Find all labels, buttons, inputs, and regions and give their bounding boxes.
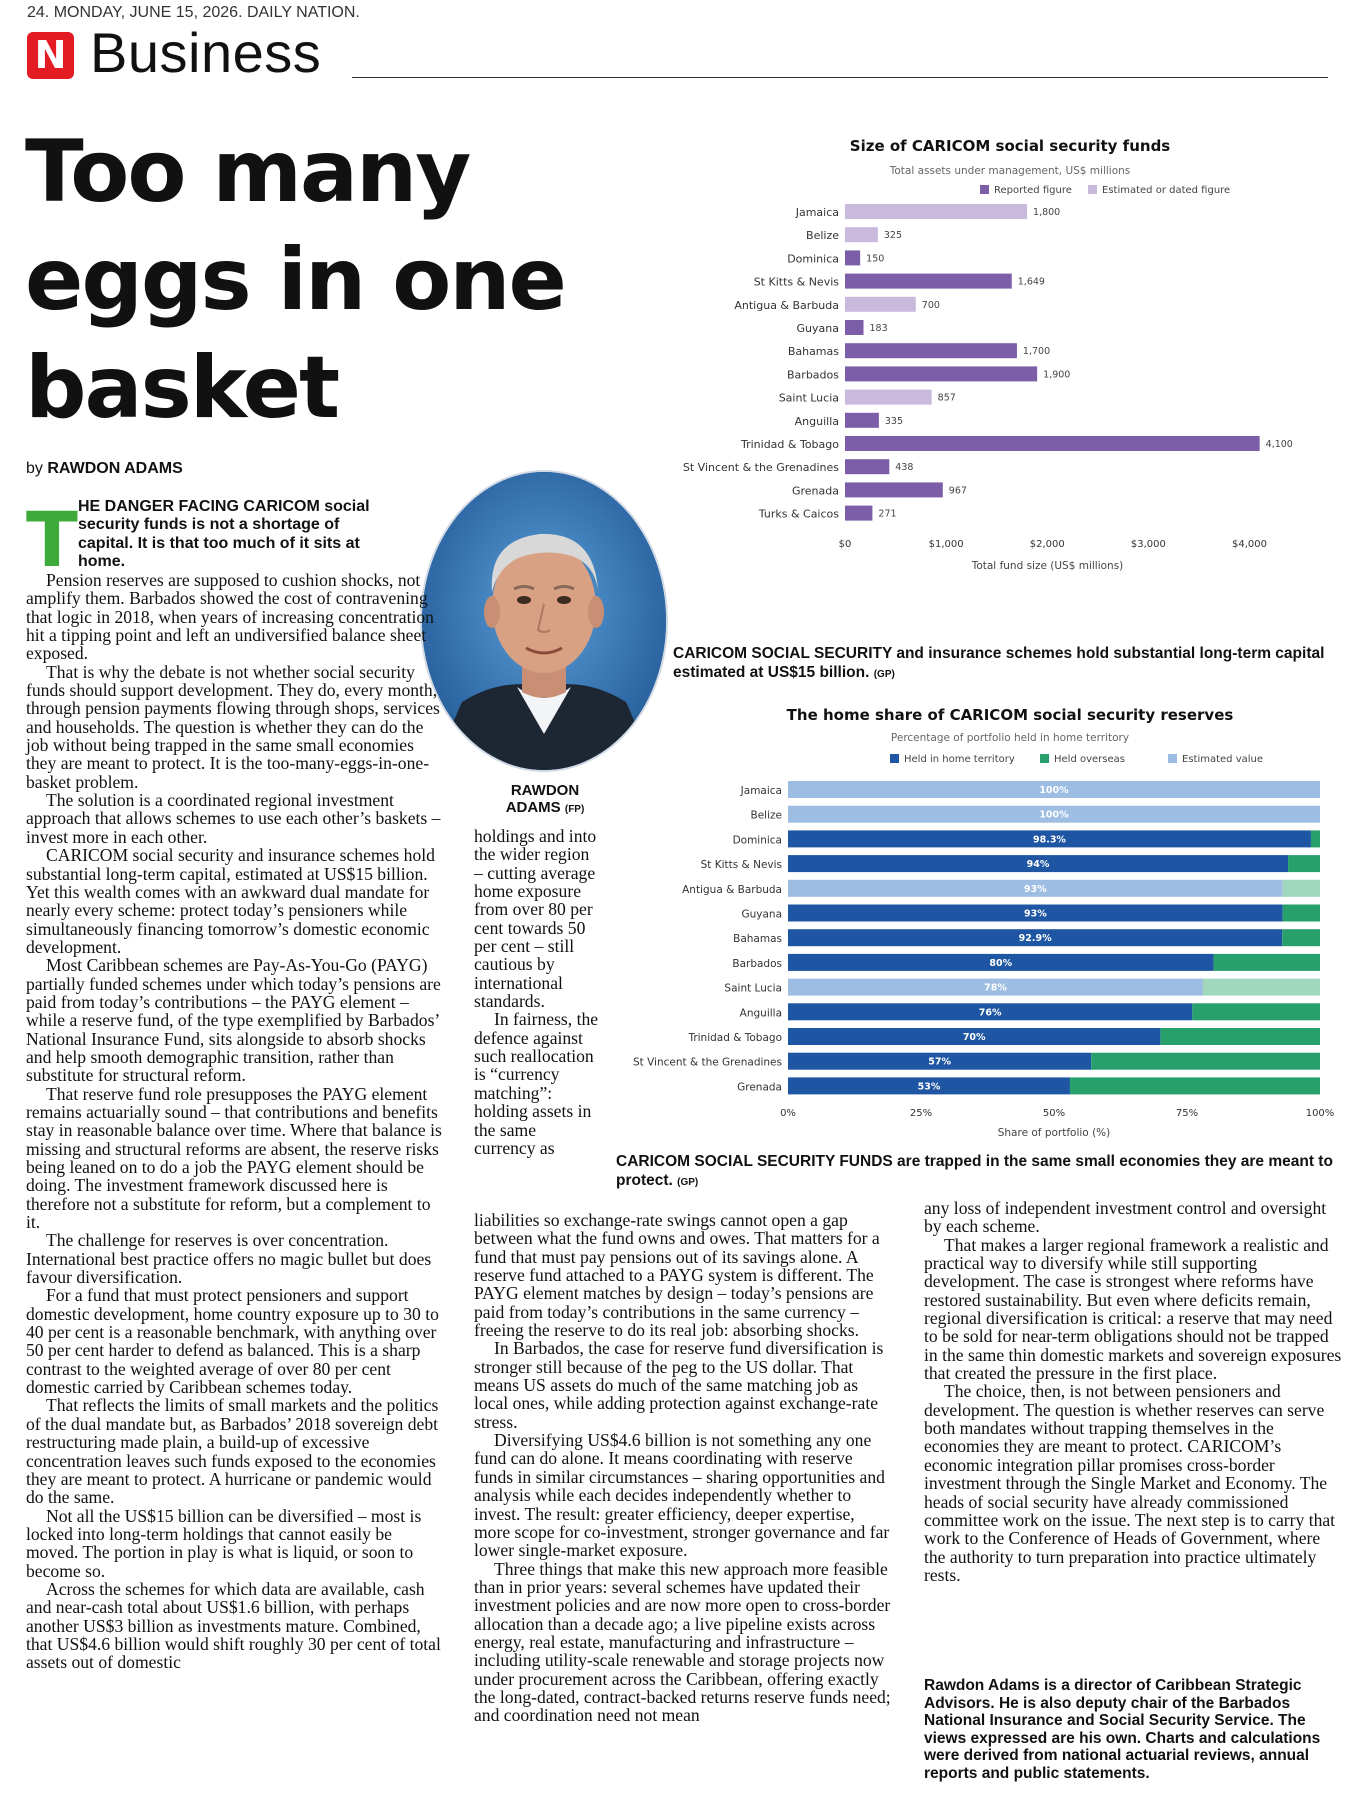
value-label: 1,649 (1017, 276, 1045, 288)
value-label: 325 (883, 230, 903, 242)
paragraph: liabilities so exchange-rate swings cannot open a gap between what the fund owns and owes. That matters for a fund that must pay pensions out of its savings alone. A reserve fund attached to a PAYG system is different. The PAYG element matches by design – today’s pensions are paid from today’s contributions in the same currency – freeing the reserve to do its real job: absorbing shocks. (474, 1210, 880, 1341)
nation-logo: N (27, 32, 74, 79)
portrait-source: (FP) (564, 804, 585, 815)
chart2-title: The home share of CARICOM social security reserves (786, 706, 1234, 724)
value-label: 100% (1039, 785, 1069, 796)
bar (845, 297, 916, 312)
category-label: Grenada (737, 1081, 782, 1094)
category-label: Barbados (732, 957, 782, 970)
value-label: 93% (1024, 908, 1047, 920)
value-label: 1,900 (1043, 369, 1071, 381)
legend-swatch (890, 754, 899, 763)
legend-swatch (1040, 754, 1049, 763)
paragraph: In fairness, the defence against such reallocation is “currency matching”: holding assets in the same currency as (474, 1009, 599, 1158)
value-label: 80% (989, 957, 1013, 969)
legend-swatch (1088, 185, 1097, 194)
bar (845, 390, 932, 405)
chart2-caption-text: are trapped in the same small economies they are meant to protect. (616, 1153, 1333, 1189)
paragraph: In Barbados, the case for reserve fund diversification is stronger still because of the peg to the US dollar. That means US assets do much of the same matching job as local ones, while adding protection against exchange-rate stress. (474, 1338, 884, 1432)
value-label: 150 (866, 253, 885, 265)
chart2-subtitle: Percentage of portfolio held in home territory (890, 732, 1130, 744)
bar-overseas (1288, 855, 1320, 872)
chart1-caption-text: and insurance schemes hold substantial long-term capital estimated at US$15 billion. (673, 645, 1325, 681)
category-label: Jamaica (740, 785, 782, 797)
category-label: Saint Lucia (724, 982, 782, 995)
category-label: Trinidad & Tobago (688, 1032, 782, 1044)
x-axis-label: Total fund size (US$ millions) (971, 559, 1124, 572)
value-label: 967 (948, 485, 967, 497)
bar-overseas (1282, 929, 1320, 946)
paragraph: Most Caribbean schemes are Pay-As-You-Go (PAYG) partially funded schemes under which today’s pensions are paid from today’s contributions – the PAYG element – while a reserve fund, of the type exemplified by Barbados’ National Insurance Fund, sits alongside to absorb shocks and help smooth demographic transition, rather than substitute for structural reform. (26, 955, 441, 1086)
value-label: 438 (895, 462, 914, 474)
bar (845, 366, 1037, 381)
portrait-caption (470, 782, 620, 818)
bar-overseas (1214, 954, 1320, 971)
chart1-caption (673, 644, 1343, 684)
bar (845, 436, 1260, 451)
bar (845, 482, 943, 497)
bar-overseas (1283, 905, 1320, 922)
category-label: Antigua & Barbuda (682, 883, 782, 896)
value-label: 1,800 (1033, 207, 1061, 218)
chart1-subtitle: Total assets under management, US$ millions (889, 165, 1131, 177)
paragraph: holdings and into the wider region – cutting average home exposure from over 80 per cent towards 50 per cent – still cautious by international standards. (474, 826, 597, 1012)
value-label: 93% (1024, 883, 1047, 895)
byline-author: RAWDON ADAMS (47, 460, 183, 477)
legend-label: Reported figure (994, 185, 1072, 196)
bar (845, 343, 1017, 358)
category-label: Bahamas (787, 345, 839, 359)
section-title: Business (90, 21, 322, 84)
legend-label: Estimated value (1182, 754, 1264, 765)
masthead-rule (352, 77, 1328, 78)
body-column-3 (924, 1199, 1344, 1584)
category-label: Bahamas (733, 933, 782, 946)
bar (845, 459, 889, 474)
value-label: 78% (984, 982, 1007, 994)
value-label: 700 (921, 299, 940, 311)
chart1-caption-lead: CARICOM SOCIAL SECURITY (673, 645, 893, 662)
legend-label: Held in home territory (904, 754, 1015, 765)
x-tick-label: $1,000 (928, 538, 964, 550)
bar-overseas (1283, 880, 1320, 897)
x-axis-label: Share of portfolio (%) (997, 1127, 1111, 1140)
chart2-caption-source: (GP) (677, 1177, 699, 1188)
paragraph: Not all the US$15 billion can be diversified – most is locked into long-term holdings that cannot easily be moved. The portion in play is what is liquid, or soon to become so. (26, 1505, 422, 1581)
category-label: Belize (806, 229, 839, 243)
bar (845, 506, 872, 521)
value-label: 76% (978, 1007, 1002, 1019)
chart2-caption-lead: CARICOM SOCIAL SECURITY FUNDS (616, 1153, 893, 1170)
legend-label: Estimated or dated figure (1102, 185, 1231, 196)
value-label: 857 (937, 392, 956, 404)
category-label: Turks & Caicos (758, 507, 839, 521)
portrait-name-line1: RAWDON (510, 782, 580, 799)
paragraph: That reserve fund role presupposes the PAYG element remains actuarially sound – that contributions and benefits stay in reasonable balance over time. Where that balance is missing and structural reforms are absent, the reserve risks being leaned on to do a job the PAYG element should be doing. The investment framework discussed here is therefore not a substitute for reform, but a complement to it. (26, 1083, 442, 1233)
category-label: Anguilla (739, 1007, 782, 1020)
value-label: 100% (1039, 809, 1069, 821)
chart1-caption-source: (GP) (873, 669, 895, 680)
chart2-plot (600, 748, 1340, 1148)
bar (845, 413, 879, 428)
category-label: St Vincent & the Grenadines (632, 1056, 782, 1069)
bar-overseas (1203, 979, 1320, 996)
legend-swatch (980, 185, 989, 194)
paragraph: That reflects the limits of small markets and the politics of the dual mandate but, as Barbados’ 2018 sovereign debt restructuring made plain, a build-up of excessive concentration leaves such funds exposed to the economies they are meant to protect. A hurricane or pandemic would do the same. (26, 1395, 439, 1508)
bar-overseas (1311, 830, 1320, 847)
category-label: St Kitts & Nevis (700, 859, 782, 872)
paragraph: Across the schemes for which data are available, cash and near-cash total about US$1.6 billion, with perhaps another US$3 billion as investments mature. Combined, that US$4.6 billion would shift roughly 30 per cent of total assets out of domestic (26, 1578, 441, 1673)
category-label: Barbados (787, 368, 839, 382)
category-label: Grenada (791, 484, 839, 498)
bar (845, 250, 860, 265)
paragraph: Pension reserves are supposed to cushion shocks, not amplify them. Barbados showed the cost of contravening that logic in 2018, when years of increasing concentration hit a tipping point and left an undiversified balance sheet exposed. (26, 570, 434, 664)
category-label: Guyana (796, 322, 839, 335)
value-label: 271 (878, 508, 897, 520)
x-tick-label: $2,000 (1029, 538, 1065, 550)
category-label: Saint Lucia (778, 391, 839, 405)
category-label: Antigua & Barbuda (734, 298, 839, 312)
category-label: St Vincent & the Grenadines (682, 461, 839, 475)
bar-overseas (1160, 1028, 1320, 1045)
paragraph: CARICOM social security and insurance schemes hold substantial long-term capital, estimated at US$15 billion. Yet this wealth comes with an awkward dual mandate for nearly every scheme: protect today’s pensioners while simultaneously financing tomorrow’s domestic economic development. (26, 845, 435, 957)
headline: Too many eggs in one basket (25, 122, 565, 438)
category-label: St Kitts & Nevis (753, 275, 839, 289)
paragraph: The choice, then, is not between pensioners and development. The question is whether reserves can serve both mandates without trapping themselves in the economies they are meant to protect. CARICOM’s economic integration pillar promises cross-border investment through the Single Market and Economy. The heads of social security have already commissioned committee work on the issue. The next step is to carry that work to the Conference of Heads of Government, where the authority to turn preparation into practice ultimately rests. (924, 1381, 1336, 1585)
paragraph: For a fund that must protect pensioners and support domestic development, home country exposure up to 30 to 40 per cent is a reasonable benchmark, with anything over 50 per cent harder to defend as balanced. This is a sharp contrast to the weighted average of over 80 per cent domestic carried by Caribbean schemes today. (26, 1285, 439, 1398)
body-column-2-upper (474, 827, 599, 1157)
bar (845, 274, 1012, 289)
lede-paragraph: HE DANGER FACING CARICOM social security funds is not a shortage of capital. It is that too much of it sits at home. (78, 498, 370, 570)
x-tick-label: $3,000 (1130, 538, 1166, 550)
paragraph: The challenge for reserves is over concentration. International best practice offers no magic bullet but does favour diversification. (26, 1230, 432, 1288)
category-label: Dominica (732, 834, 782, 847)
drop-cap: T (26, 495, 78, 584)
paragraph: That is why the debate is not whether social security funds should support development. They do, every month, through pension payments flowing through shops, services and households. The question is whether they can do the job without being trapped in the same small economies they are meant to protect. It is the too-many-eggs-in-one-basket problem. (26, 661, 440, 792)
paragraph: Three things that make this new approach more feasible than in prior years: several schemes have updated their investment policies and are now more open to cross-border allocation than a decade ago; a live pipeline exists across energy, real estate, manufacturing and infrastructure – including utility-scale renewable and storage projects now under procurement across the Caribbean, offering exactly the long-dated, contract-backed returns reserve funds need; and coordination need not mean (474, 1558, 891, 1726)
x-tick-label: $0 (838, 538, 852, 550)
value-label: 98.3% (1032, 834, 1066, 846)
paragraph: The solution is a coordinated regional investment approach that allows schemes to use each other’s baskets – invest more in each other. (26, 790, 441, 847)
paragraph: any loss of independent investment control and oversight by each scheme. (924, 1198, 1327, 1237)
category-label: Guyana (741, 908, 782, 921)
chart1-title: Size of CARICOM social security funds (849, 137, 1171, 155)
value-label: 335 (884, 415, 904, 427)
byline (26, 460, 183, 478)
legend-label: Held overseas (1054, 754, 1125, 765)
byline-prefix: by (26, 460, 43, 477)
value-label: 183 (869, 323, 888, 334)
x-tick-label: 50% (1042, 1108, 1066, 1120)
author-portrait (420, 470, 668, 772)
bar (845, 227, 878, 242)
category-label: Dominica (787, 252, 839, 266)
legend-swatch (1168, 754, 1177, 763)
bar (845, 204, 1027, 219)
x-tick-label: 25% (909, 1108, 933, 1120)
portrait-name-line2: ADAMS (505, 799, 561, 816)
chart1-plot (640, 182, 1340, 632)
x-tick-label: $4,000 (1232, 538, 1268, 550)
paragraph: Diversifying US$4.6 billion is not something any one fund can do alone. It means coordinating with reserve funds in similar circumstances – sharing opportunities and analysis while each decides independently whether to invest. The result: greater efficiency, deeper expertise, more scope for co-investment, stronger governance and far lower single-market exposure. (474, 1430, 890, 1561)
value-label: 57% (928, 1056, 951, 1068)
bar (845, 320, 864, 335)
category-label: Anguilla (794, 414, 839, 428)
x-tick-label: 75% (1175, 1108, 1199, 1120)
body-column-2-lower (474, 1211, 894, 1725)
value-label: 70% (962, 1032, 986, 1043)
chart2-caption (616, 1152, 1344, 1192)
value-label: 94% (1026, 859, 1050, 871)
value-label: 1,700 (1022, 346, 1051, 358)
category-label: Jamaica (795, 206, 839, 219)
value-label: 92.9% (1018, 933, 1052, 945)
body-column-1 (26, 571, 446, 1672)
bar-overseas (1070, 1077, 1320, 1094)
author-bio: Rawdon Adams is a director of Caribbean Strategic Advisors. He is also deputy chair of the Barbados National Insurance and Social Security Service. The views expressed are his own. Charts and calculations were derived from national actuarial reviews, annual reports and public statements. (924, 1677, 1321, 1782)
category-label: Trinidad & Tobago (740, 438, 839, 451)
bar-overseas (1091, 1053, 1320, 1070)
value-label: 53% (917, 1081, 941, 1093)
bar-overseas (1192, 1003, 1320, 1020)
x-tick-label: 0% (780, 1108, 796, 1120)
author-portrait-image (422, 472, 666, 770)
x-tick-label: 100% (1305, 1108, 1335, 1120)
dateline: 24. MONDAY, JUNE 15, 2026. DAILY NATION. (27, 4, 360, 21)
category-label: Belize (750, 809, 782, 822)
paragraph: That makes a larger regional framework a realistic and practical way to diversify while still supporting development. The case is strongest where reforms have restored sustainability. But even where deficits remain, regional diversification is critical: a reserve that may need to be sold for near-term obligations should not be trapped in the same thin domestic markets and sovereign exposures that created the pressure in the first place. (924, 1234, 1342, 1384)
value-label: 4,100 (1265, 439, 1293, 450)
